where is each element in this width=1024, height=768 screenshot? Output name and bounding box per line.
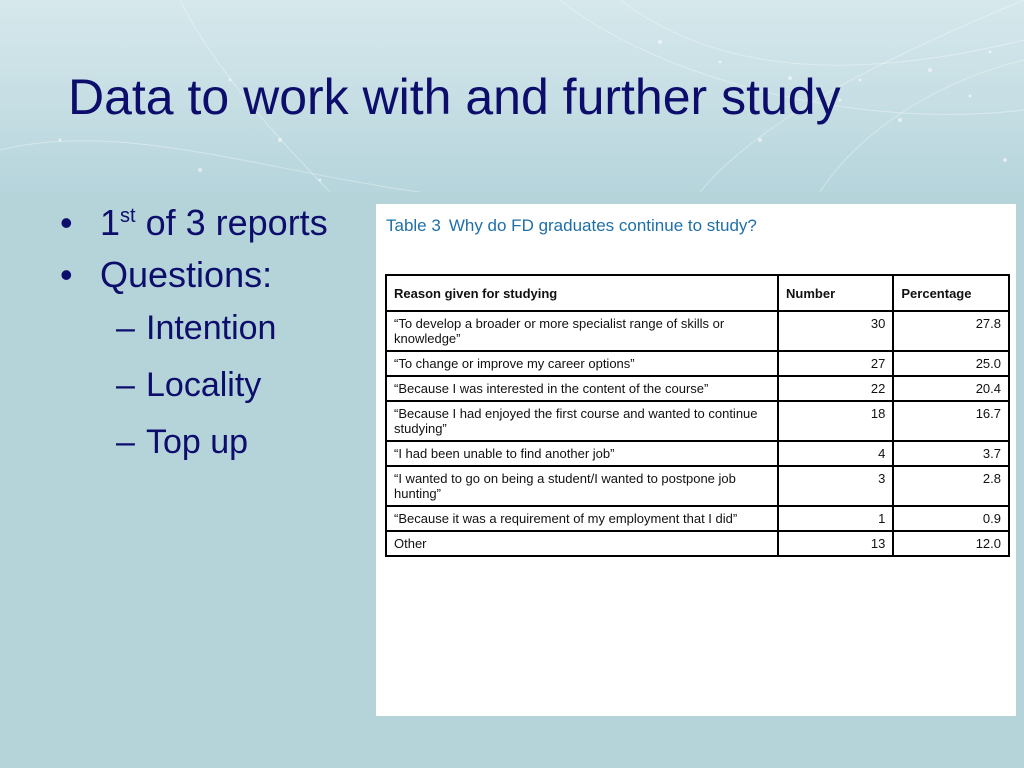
cell-percentage: 20.4 [893,376,1009,401]
cell-percentage: 3.7 [893,441,1009,466]
cell-percentage: 16.7 [893,401,1009,441]
cell-reason: “Because it was a requirement of my employment that I did” [386,506,778,531]
cell-number: 3 [778,466,893,506]
table-caption-number: Table 3 [386,216,441,235]
bullet-questions-text: Questions: [100,254,273,295]
cell-reason: “I wanted to go on being a student/I wanted to postpone job hunting” [386,466,778,506]
table-row [386,311,1009,351]
table-row [386,466,1009,506]
bullet-reports-text: of 3 reports [135,202,328,243]
table-caption [386,216,757,236]
table-header-row [386,275,1009,311]
table-image [376,204,1016,716]
sub-item-top-up [56,420,356,464]
sub-bullet-dash: – [116,309,135,347]
bullet-dot: • [60,254,73,295]
header-percentage: Percentage [893,275,1009,311]
cell-percentage: 25.0 [893,351,1009,376]
cell-number: 13 [778,531,893,556]
bullet-list [56,202,356,477]
cell-reason: Other [386,531,778,556]
table-row [386,531,1009,556]
cell-reason: “Because I was interested in the content of the course” [386,376,778,401]
table-caption-text: Why do FD graduates continue to study? [448,216,757,235]
cell-reason: “I had been unable to find another job” [386,441,778,466]
sub-item-locality [56,363,356,407]
cell-percentage: 0.9 [893,506,1009,531]
header-reason: Reason given for studying [386,275,778,311]
slide-title: Data to work with and further study [68,69,841,125]
cell-reason: “To change or improve my career options” [386,351,778,376]
bullet-superscript: st [120,205,136,227]
table-row [386,351,1009,376]
header-band [0,0,1024,192]
bullet-questions [56,254,356,296]
bullet-dot: • [60,202,73,243]
cell-percentage: 2.8 [893,466,1009,506]
sub-item-intention [56,306,356,350]
header-number: Number [778,275,893,311]
sub-bullet-dash: – [116,423,135,461]
cell-number: 18 [778,401,893,441]
table-row [386,506,1009,531]
cell-percentage: 12.0 [893,531,1009,556]
cell-number: 27 [778,351,893,376]
sub-item-label: Intention [146,309,277,347]
table-row [386,401,1009,441]
cell-reason: “Because I had enjoyed the first course and wanted to continue studying” [386,401,778,441]
cell-number: 30 [778,311,893,351]
sub-bullet-dash: – [116,366,135,404]
cell-number: 4 [778,441,893,466]
reasons-table [385,274,1010,557]
bullet-number: 1 [100,202,121,243]
table-row [386,376,1009,401]
cell-reason: “To develop a broader or more specialist range of skills or knowledge” [386,311,778,351]
sub-item-label: Locality [146,366,262,404]
cell-number: 22 [778,376,893,401]
cell-number: 1 [778,506,893,531]
bullet-reports [56,202,356,244]
sub-item-label: Top up [146,423,249,461]
table-row [386,441,1009,466]
cell-percentage: 27.8 [893,311,1009,351]
